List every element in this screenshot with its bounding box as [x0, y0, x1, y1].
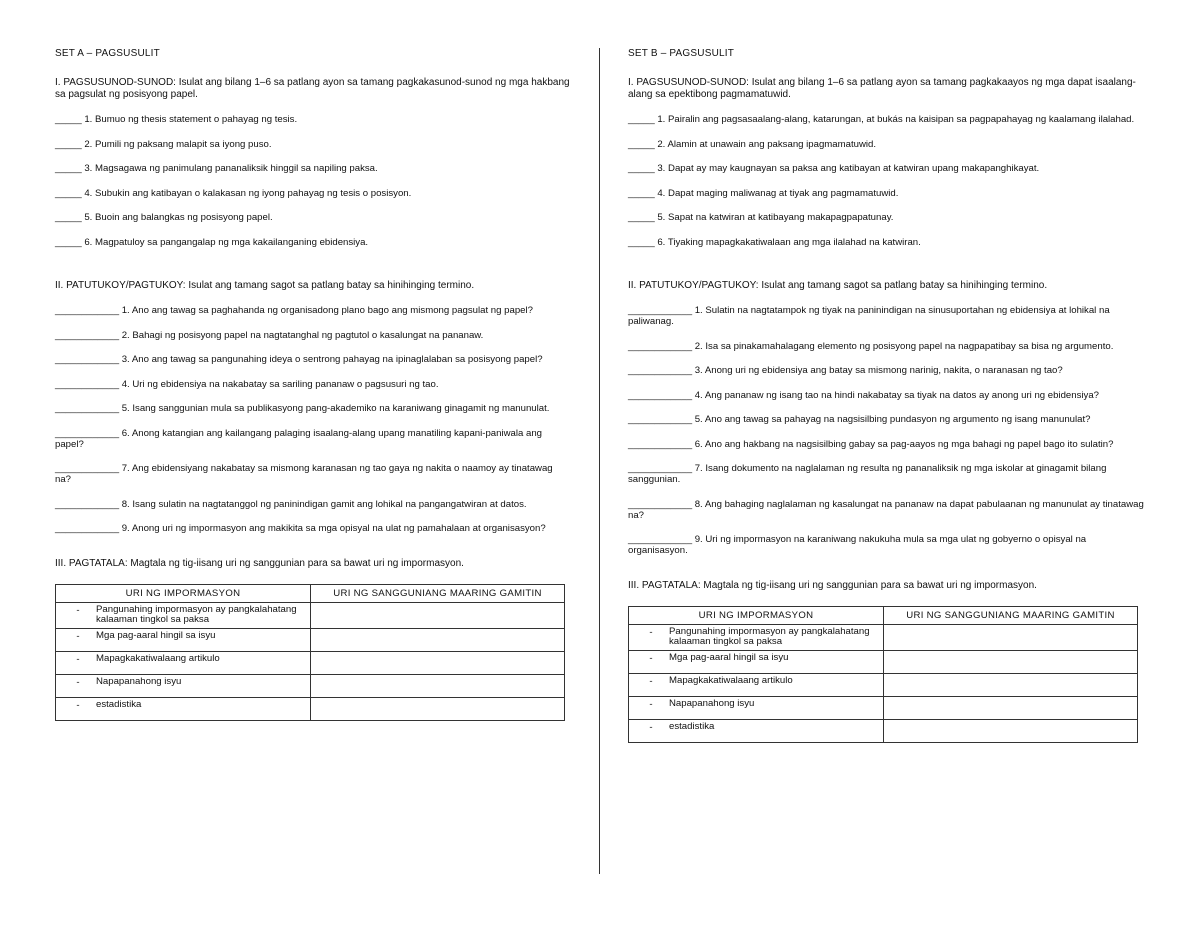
set-b-part2-item: ____________ 6. Ano ang hakbang na nagsisilbing gabay sa pag-aayos ng mga bahagi ng papel bago ito sulatin? — [628, 438, 1114, 450]
set-a-part1-item: _____ 1. Bumuo ng thesis statement o pahayag ng tesis. — [55, 114, 298, 125]
answer-cell[interactable] — [884, 650, 1138, 673]
set-b-part3-instruction: III. PAGTATALA: Magtala ng tig-iisang uri ng sanggunian para sa bawat uri ng impormasyon. — [628, 580, 1037, 591]
answer-cell[interactable] — [311, 674, 565, 697]
column-divider — [599, 48, 600, 874]
set-b-part1-item: _____ 1. Pairalin ang pagsasaalang-alang, katarungan, at bukás na kaisipan sa pagpapahayag ng kaalamang ilalahad. — [628, 114, 1135, 125]
set-b-part1-item: _____ 3. Dapat ay may kaugnayan sa paksa ang katibayan at katwiran upang makapanghikayat. — [628, 163, 1040, 174]
bullet-dash: - — [649, 652, 653, 664]
set-b-part1-item: _____ 2. Alamin at unawain ang paksang ipagmamatuwid. — [628, 138, 877, 150]
table-header-source-type: URI NG SANGGUNIANG MAARING GAMITIN — [884, 606, 1138, 624]
set-a-part1-item: _____ 3. Magsagawa ng panimulang pananaliksik hinggil sa napiling paksa. — [55, 163, 378, 174]
table-row — [56, 602, 565, 628]
answer-cell[interactable] — [311, 602, 565, 628]
bullet-dash: - — [76, 604, 80, 616]
set-a-part1-item: _____ 4. Subukin ang katibayan o kalakasan ng iyong pahayag ng tesis o posisyon. — [55, 187, 412, 199]
set-a-part2-item: ____________ 1. Ano ang tawag sa paghahanda ng organisadong plano bago ang mismong pagsulat ng papel? — [55, 305, 533, 316]
answer-cell[interactable] — [884, 696, 1138, 719]
set-b-part2-item: ____________ 3. Anong uri ng ebidensiya ang batay sa mismong narinig, nakita, o naranasan ng tao? — [628, 365, 1063, 376]
answer-cell[interactable] — [311, 628, 565, 651]
table-header-source-type: URI NG SANGGUNIANG MAARING GAMITIN — [311, 584, 565, 602]
set-b-part1-instruction: I. PAGSUSUNOD-SUNOD: Isulat ang bilang 1–6 sa patlang ayon sa tamang pagkakaayos ng mga dapat isaalang-alang sa epektibong pagmamatuwid. — [628, 77, 1136, 100]
answer-cell[interactable] — [884, 673, 1138, 696]
bullet-dash: - — [76, 676, 80, 688]
bullet-dash: - — [76, 653, 80, 665]
info-type-cell: Mga pag-aaral hingil sa isyu — [96, 629, 216, 641]
table-header-info-type: URI NG IMPORMASYON — [56, 584, 311, 602]
bullet-dash: - — [76, 699, 80, 711]
set-b-source-table — [628, 606, 1138, 743]
info-type-cell: Pangunahing impormasyon ay pangkalahatang kalaaman tingkol sa paksa — [669, 625, 870, 647]
set-a-part1-instruction: I. PAGSUSUNOD-SUNOD: Isulat ang bilang 1–6 sa patlang ayon sa tamang pagkakasunod-sunod ng mga hakbang sa pagsulat ng posisyong papel. — [55, 77, 570, 100]
table-row — [56, 697, 565, 720]
set-b-part2-item: ____________ 2. Isa sa pinakamahalagang elemento ng posisyong papel na nagpapatibay sa bisa ng argumento. — [628, 340, 1114, 352]
set-a-part2-item: ____________ 5. Isang sanggunian mula sa publikasyong pang-akademiko na karaniwang ginagamit ng manunulat. — [55, 403, 550, 414]
table-row — [56, 628, 565, 651]
set-b-part2-item: ____________ 1. Sulatin na nagtatampok ng tiyak na paninindigan na sinusuportahan ng ebidensiya at lohikal na paliwanag. — [628, 305, 1110, 327]
set-b-part2-item: ____________ 4. Ang pananaw ng isang tao na hindi nakabatay sa tiyak na datos ay anong uri ng ebidensiya? — [628, 389, 1099, 401]
answer-cell[interactable] — [884, 719, 1138, 742]
table-row — [629, 650, 1138, 673]
table-row — [56, 674, 565, 697]
set-a-part2-item: ____________ 4. Uri ng ebidensiya na nakabatay sa sariling pananaw o pagsusuri ng tao. — [55, 378, 439, 390]
info-type-cell: Mapagkakatiwalaang artikulo — [96, 652, 220, 664]
info-type-cell: Pangunahing impormasyon ay pangkalahatang kalaaman tingkol sa paksa — [96, 603, 297, 625]
bullet-dash: - — [649, 675, 653, 687]
answer-cell[interactable] — [311, 697, 565, 720]
table-header-row — [56, 584, 565, 602]
set-b-part1-item: _____ 5. Sapat na katwiran at katibayang makapagpapatunay. — [628, 212, 894, 223]
info-type-cell: Napapanahong isyu — [669, 697, 755, 709]
table-header-row — [629, 606, 1138, 624]
set-b-part2-item: ____________ 9. Uri ng impormasyon na karaniwang nakukuha mula sa mga ulat ng gobyerno o opisyal na organisasyon. — [628, 534, 1087, 556]
answer-cell[interactable] — [311, 651, 565, 674]
set-a-part1-item: _____ 2. Pumili ng paksang malapit sa iyong puso. — [55, 138, 272, 150]
set-a-part1-item: _____ 6. Magpatuloy sa pangangalap ng mga kakailanganing ebidensiya. — [55, 236, 369, 248]
set-a-part2-item: ____________ 6. Anong katangian ang kailangang palaging isaalang-alang upang manatiling kapani-paniwala ang papel? — [55, 427, 543, 450]
set-b-part2-instruction: II. PATUTUKOY/PAGTUKOY: Isulat ang tamang sagot sa patlang batay sa hinihinging termino. — [628, 279, 1048, 291]
set-a-part1-item: _____ 5. Buoin ang balangkas ng posisyong papel. — [55, 212, 273, 223]
set-b-column — [628, 48, 1148, 743]
table-row — [56, 651, 565, 674]
bullet-dash: - — [76, 630, 80, 642]
set-b-part1-item: _____ 4. Dapat maging maliwanag at tiyak ang pagmamatuwid. — [628, 187, 899, 199]
set-a-source-table — [55, 584, 565, 721]
bullet-dash: - — [649, 698, 653, 710]
info-type-cell: estadistika — [669, 720, 715, 732]
set-a-title: SET A – PAGSUSULIT — [55, 48, 160, 59]
set-a-part3-instruction: III. PAGTATALA: Magtala ng tig-iisang uri ng sanggunian para sa bawat uri ng impormasyon. — [55, 558, 464, 569]
bullet-dash: - — [649, 626, 653, 638]
set-a-column — [55, 48, 570, 721]
set-b-part2-item: ____________ 7. Isang dokumento na naglalaman ng resulta ng pananaliksik ng mga iskolar at ginagamit bilang sanggunian. — [628, 463, 1107, 485]
set-a-part2-instruction: II. PATUTUKOY/PAGTUKOY: Isulat ang tamang sagot sa patlang batay sa hinihinging termino. — [55, 279, 475, 291]
table-row — [629, 624, 1138, 650]
set-a-part2-item: ____________ 9. Anong uri ng impormasyon ang makikita sa mga opisyal na ulat ng pamahalaan at organisasyon? — [55, 523, 546, 534]
set-b-part2-item: ____________ 5. Ano ang tawag sa pahayag na nagsisilbing pundasyon ng argumento ng isang manunulat? — [628, 414, 1091, 425]
set-a-part2-item: ____________ 3. Ano ang tawag sa pangunahing ideya o sentrong pahayag na ipinaglalaban sa posisyong papel? — [55, 354, 543, 365]
info-type-cell: Napapanahong isyu — [96, 675, 182, 687]
table-row — [629, 696, 1138, 719]
info-type-cell: Mga pag-aaral hingil sa isyu — [669, 651, 789, 663]
table-row — [629, 673, 1138, 696]
answer-cell[interactable] — [884, 624, 1138, 650]
info-type-cell: Mapagkakatiwalaang artikulo — [669, 674, 793, 686]
set-a-part2-item: ____________ 7. Ang ebidensiyang nakabatay sa mismong karanasan ng tao gaya ng nakita o naamoy ay tinatawag na? — [55, 463, 553, 485]
table-row — [629, 719, 1138, 742]
set-a-part2-item: ____________ 2. Bahagi ng posisyong papel na nagtatanghal ng pagtutol o kasalungat na pananaw. — [55, 329, 484, 341]
table-header-info-type: URI NG IMPORMASYON — [629, 606, 884, 624]
info-type-cell: estadistika — [96, 698, 142, 710]
set-b-part2-item: ____________ 8. Ang bahaging naglalaman ng kasalungat na pananaw na dapat pabulaanan ng manunulat ay tinatawag na? — [628, 498, 1144, 521]
set-b-title: SET B – PAGSUSULIT — [628, 48, 735, 59]
bullet-dash: - — [649, 721, 653, 733]
set-a-part2-item: ____________ 8. Isang sulatin na nagtatanggol ng paninindigan gamit ang lohikal na pangangatwiran at datos. — [55, 498, 527, 510]
set-b-part1-item: _____ 6. Tiyaking mapagkakatiwalaan ang mga ilalahad na katwiran. — [628, 236, 921, 248]
